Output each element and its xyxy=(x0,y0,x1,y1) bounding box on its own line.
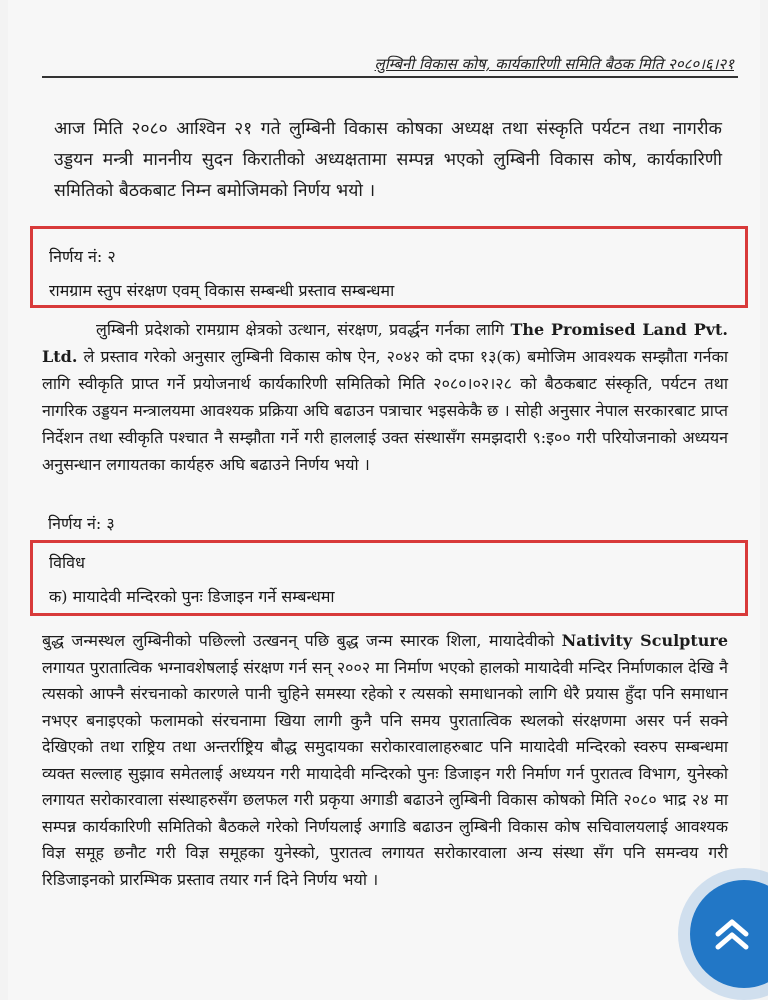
decision-2-body-text-1: लुम्बिनी प्रदेशको रामग्राम क्षेत्रको उत्थान, संरक्षण, प्रवर्द्धन गर्नका लागि xyxy=(96,320,511,339)
company-name: The Promised Land Pvt. Ltd. xyxy=(42,320,729,366)
decision-3-body xyxy=(42,628,728,893)
decision-2-label: निर्णय नं: २ xyxy=(49,247,116,266)
decision-3-highlight-box xyxy=(30,540,748,616)
intro-paragraph: आज मिति २०८० आश्विन २१ गते लुम्बिनी विकास कोषका अध्यक्ष तथा संस्कृति पर्यटन तथा नागरीक उड्डयन मन्त्री माननीय सुदन किरातीको अध्यक्षतामा सम्पन्न भएको लुम्बिनी विकास कोष, कार्यकारिणी समितिको बैठकबाट निम्न बमोजिमको निर्णय भयो । xyxy=(54,119,722,201)
nativity-sculpture-term: Nativity Sculpture xyxy=(561,631,729,650)
decision-3-label: निर्णय नं: ३ xyxy=(48,514,115,533)
decision-2-highlight-box xyxy=(30,226,748,308)
document-header: लुम्बिनी विकास कोष, कार्यकारिणी समिति बैठक मिति २०८०।६।२१ xyxy=(374,55,734,73)
decision-3-subject: क) मायादेवी मन्दिरको पुनः डिजाइन गर्ने सम्बन्धमा xyxy=(49,587,335,606)
decision-2-body-text-2: ले प्रस्ताव गरेको अनुसार लुम्बिनी विकास कोष ऐन, २०४२ को दफा १३(क) बमोजिम आवश्यक सम्झौता गर्नका लागि स्वीकृति प्राप्त गर्ने प्रयोजनार्थ कार्यकारिणी समितिको मिति २०८०।०२।२८ को बैठकबाट संस्कृति, पर्यटन तथा नागरिक उड्डयन मन्त्रालयमा आवश्यक प्रक्रिया अघि बढाउन पत्राचार भइसकेकै छ । सोही अनुसार नेपाल सरकारबाट प्राप्त निर्देशन तथा स्वीकृति पश्चात नै सम्झौता गर्ने गरी हाललाई उक्त संस्थासँग समझदारी ९:इ०० गरी परियोजनाको अध्ययन अनुसन्धान लगायतका कार्यहरु अघि बढाउने निर्णय भयो । xyxy=(42,347,728,474)
header-divider xyxy=(42,76,738,78)
double-chevron-up-icon xyxy=(712,914,752,954)
decision-3-body-text-2: लगायत पुरातात्विक भग्नावशेषलाई संरक्षण गर्न सन् २००२ मा निर्माण भएको हालको मायादेवी मन्दिर निर्माणकाल देखि नै त्यसको आफ्नै संरचनाको कारणले पानी चुहिने समस्या रहेको र त्यसको समाधानको लागि धेरै प्रयास हुँदा पनि समाधान नभएर बनाइएको फलामको संरचनामा खिया लागी कुनै पनि समय पुरातात्विक स्थलको संरक्षणमा असर पर्न सक्ने देखिएको तथा राष्ट्रिय तथा अन्तर्राष्ट्रिय बौद्ध समुदायका सरोकारवालाहरुबाट पनि मायादेवी मन्दिरको स्वरुप सम्बन्धमा व्यक्त सल्लाह सुझाव समेतलाई अध्ययन गरी मायादेवी मन्दिरको पुनः डिजाइन गरी निर्माण गर्न पुरातत्व विभाग, युनेस्को लगायत सरोकारवाला संस्थाहरुसँग छलफल गरी प्रकृया अगाडी बढाउने लुम्बिनी विकास कोषको मिति २०८० भाद्र २४ मा सम्पन्न कार्यकारिणी समितिको बैठकले गरेको निर्णयलाई अगाडि बढाउन लुम्बिनी विकास कोष सचिवालयलाई आवश्यक विज्ञ समूह छनौट गरी विज्ञ समूहका युनेस्को, पुरातत्व लगायत सरोकारवाला अन्य संस्था सँग पनि समन्वय गरी रिडिजाइनको प्रारम्भिक प्रस्ताव तयार गर्न दिने निर्णय भयो । xyxy=(42,657,728,889)
document-page xyxy=(8,0,760,1000)
decision-2-subject: रामग्राम स्तुप संरक्षण एवम् विकास सम्बन्धी प्रस्ताव सम्बन्धमा xyxy=(49,281,395,300)
decision-2-body xyxy=(42,316,728,478)
decision-3-heading: विविध xyxy=(49,553,85,572)
decision-3-body-text-1: बुद्ध जन्मस्थल लुम्बिनीको पछिल्लो उत्खनन् पछि बुद्ध जन्म स्मारक शिला, मायादेवीको xyxy=(42,631,562,650)
